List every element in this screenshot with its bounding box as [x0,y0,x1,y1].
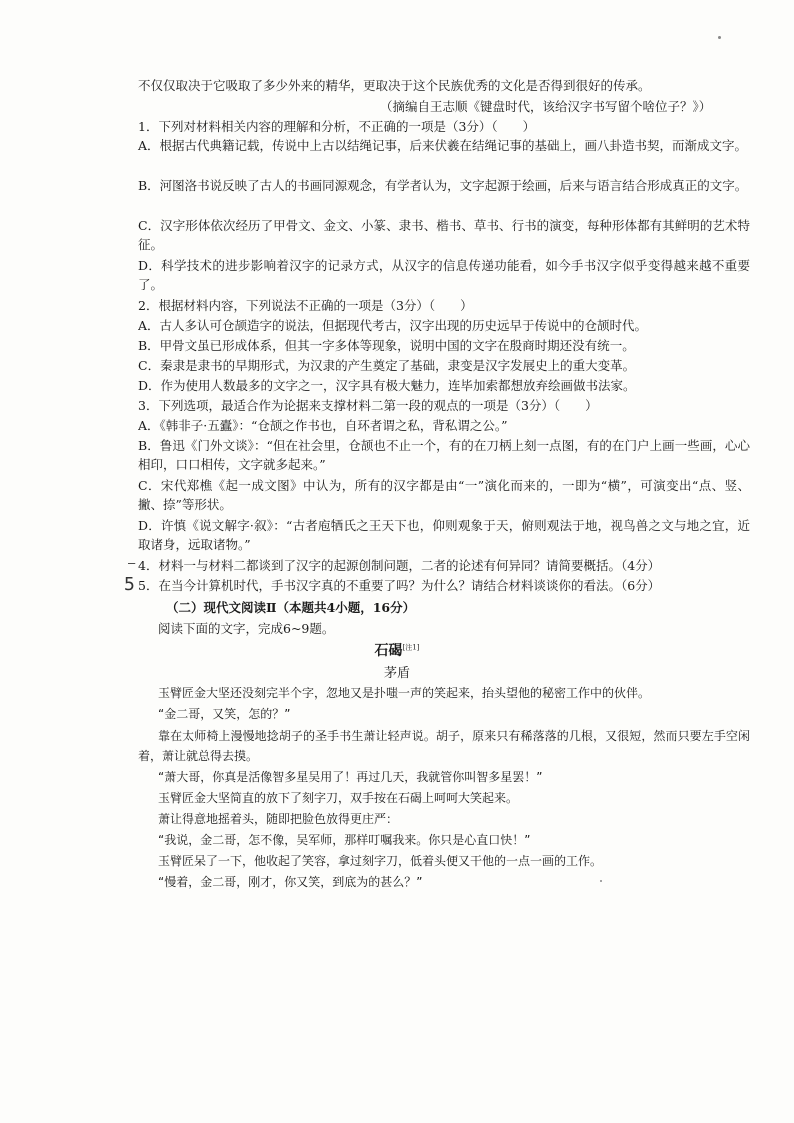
question-1-option-c: C．汉字形体依次经历了甲骨文、金文、小篆、隶书、楷书、草书、行书的演变，每种形体都有其鲜明的艺术特征。 [138,218,750,253]
story-paragraph: 靠在太师椅上漫慢地捻胡子的圣手书生萧让轻声说。胡子，原来只有稀落落的几根，又很短，然而只要左手空闲着，萧让就总得去摸。 [138,729,750,763]
question-1-option-d: D．科学技术的进步影响着汉字的记录方式，从汉字的信息传递功能看，如今手书汉字似乎变得越来越不重要了。 [138,258,750,293]
question-3-option-a: A．《韩非子·五蠹》：“仓颉之作书也，自环者谓之私，背私谓之公。” [138,418,508,433]
question-3-option-d: D．许慎《说文解字·叙》：“古者庖牺氏之王天下也，仰则观象于天，俯则观法于地，视鸟兽之文与地之宜，近取诸身，远取诸物。” [138,518,750,553]
question-1-option-a: A．根据古代典籍记载，传说中上古以结绳记事，后来伏羲在结绳记事的基础上，画八卦造书契，而渐成文字。 [138,138,748,153]
handwritten-mark-5: 5 [124,574,135,595]
handwritten-mark-4: — [128,556,136,570]
question-2-option-a: A．古人多认可仓颉造字的说法，但据现代考古，汉字出现的历史远早于传说中的仓颉时代。 [138,318,648,333]
question-1-option-b: B．河图洛书说反映了古人的书画同源观念，有学者认为，文字起源于绘画，后来与语言结合形成真正的文字。 [138,178,748,193]
question-2-stem: 2．根据材料内容，下列说法不正确的一项是（3分）（ ） [138,298,473,313]
question-5: 5．在当今计算机时代，手书汉字真的不重要了吗？为什么？请结合材料谈谈你的看法。（6分） [138,578,661,593]
section-2-instruction: 阅读下面的文字，完成6~9题。 [158,621,335,636]
story-title [0,640,794,660]
story-paragraph: 玉臂匠金大坚还没刻完半个字，忽地又是扑嗤一声的笑起来，抬头望他的秘密工作中的伙伴。 [158,686,651,700]
question-3-option-c: C．宋代郑樵《起一成文图》中认为，所有的汉字都是由“一”演化而来的，一即为“横”，可演变出“点、竖、撇、捺”等形状。 [138,478,750,513]
story-paragraph: “萧大哥，你真是活像智多星吴用了！再过几天，我就管你叫智多星罢！” [158,770,543,784]
scan-speck [718,36,721,39]
continuation-line: 不仅仅取决于它吸取了多少外来的精华，更取决于这个民族优秀的文化是否得到很好的传承。 [138,78,651,93]
story-paragraph: 玉臂匠呆了一下，他收起了笑容，拿过刻字刀，低着头便又干他的一点一画的工作。 [158,854,603,868]
story-title-footnote: [注1] [402,643,420,652]
question-1-stem: 1．下列对材料相关内容的理解和分析，不正确的一项是（3分）（ ） [138,119,536,134]
section-2-heading: （二）现代文阅读Ⅱ（本题共4小题，16分） [166,600,416,615]
story-paragraph: “我说，金二哥，怎不像，吴军师，那样叮嘱我来。你只是心直口快！” [158,833,531,847]
story-author: 茅盾 [383,666,410,681]
question-2-option-d: D．作为使用人数最多的文字之一，汉字具有极大魅力，连毕加索都想放弃绘画做书法家。 [138,378,636,393]
question-2-option-c: C．秦隶是隶书的早期形式，为汉隶的产生奠定了基础，隶变是汉字发展史上的重大变革。 [138,358,636,373]
story-paragraph: “金二哥，又笑，怎的？” [158,707,291,721]
question-3-stem: 3．下列选项，最适合作为论据来支撑材料二第一段的观点的一项是（3分）（ ） [138,398,598,413]
story-title-text: 石碣 [374,643,403,659]
question-2-option-b: B．甲骨文虽已形成体系，但其一字多体等现象，说明中国的文字在殷商时期还没有统一。 [138,338,635,353]
story-paragraph: “慢着，金二哥，刚才，你又笑，到底为的甚么？” [158,875,423,889]
question-4: 4．材料一与材料二都谈到了汉字的起源创制问题，二者的论述有何异同？请简要概括。（4分） [138,558,661,573]
question-3-option-b: B．鲁迅《门外文谈》：“但在社会里，仓颉也不止一个，有的在刀柄上刻一点图，有的在门户上画一些画，心心相印，口口相传，文字就多起来。” [138,438,750,473]
story-paragraph: 玉臂匠金大坚简直的放下了刻字刀，双手按在石碣上呵呵大笑起来。 [158,791,519,805]
story-paragraph: 萧让得意地摇着头，随即把脸色放得更庄严： [158,812,399,826]
source-citation: （摘编自王志顺《键盘时代，该给汉字书写留个啥位子？》） [380,99,712,114]
